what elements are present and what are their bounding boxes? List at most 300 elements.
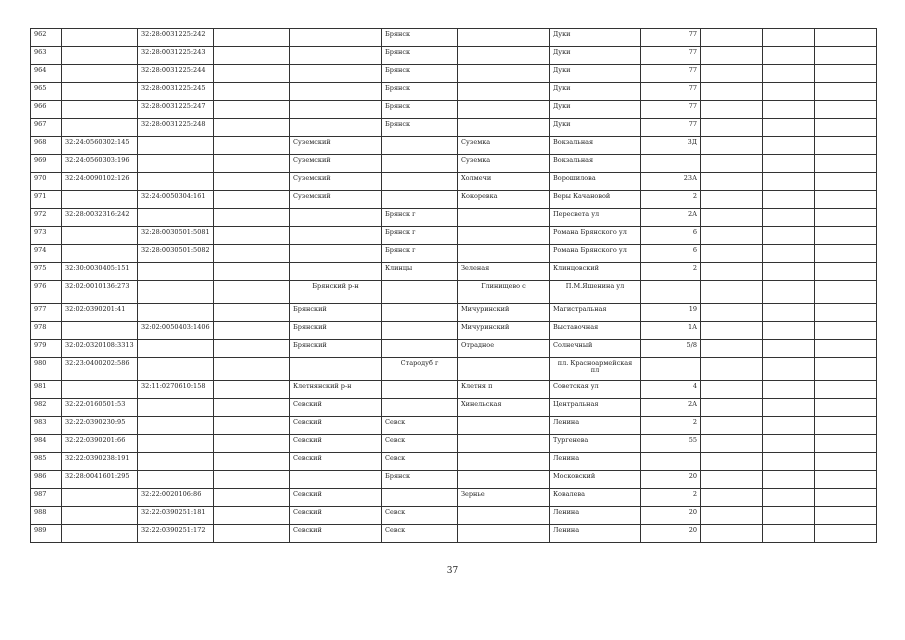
cell-street: Романа Брянского ул — [550, 227, 641, 245]
cell-empty — [815, 340, 877, 358]
cell-empty — [763, 471, 815, 489]
cell-empty — [763, 209, 815, 227]
cell-street: Веры Качановой — [550, 191, 641, 209]
cell-city — [382, 191, 458, 209]
cell-street: Ленина — [550, 417, 641, 435]
cell-empty — [701, 245, 763, 263]
table-row — [31, 507, 877, 525]
cell-row-number: 989 — [31, 525, 62, 543]
cell-empty — [815, 227, 877, 245]
cell-district: Севский — [290, 507, 382, 525]
cell-row-number: 977 — [31, 304, 62, 322]
cell-house-number: 77 — [641, 101, 701, 119]
table-row — [31, 340, 877, 358]
cell-empty — [763, 281, 815, 304]
table-row — [31, 435, 877, 453]
cell-empty — [815, 137, 877, 155]
cell-street: Вокзальная — [550, 137, 641, 155]
cell-city — [382, 304, 458, 322]
cell-city: Севск — [382, 507, 458, 525]
cell-house-number: 2А — [641, 399, 701, 417]
cell-cadastral-number-alt: 32:28:0031225:248 — [138, 119, 214, 137]
cell-district — [290, 83, 382, 101]
cell-district — [290, 358, 382, 381]
table-row — [31, 322, 877, 340]
cell-blank — [214, 322, 290, 340]
cell-empty — [815, 417, 877, 435]
cell-settlement — [458, 417, 550, 435]
cell-blank — [214, 191, 290, 209]
cell-empty — [763, 65, 815, 83]
cell-street: Выставочная — [550, 322, 641, 340]
cell-district: Суземский — [290, 191, 382, 209]
cell-street: Романа Брянского ул — [550, 245, 641, 263]
cell-street: Магистральная — [550, 304, 641, 322]
cell-empty — [763, 304, 815, 322]
cell-city: Брянск — [382, 29, 458, 47]
cell-empty — [701, 417, 763, 435]
cell-cadastral-number-alt — [138, 173, 214, 191]
cell-empty — [763, 399, 815, 417]
cell-blank — [214, 281, 290, 304]
table-row — [31, 137, 877, 155]
cell-cadastral-number — [62, 489, 138, 507]
cell-house-number: 2А — [641, 209, 701, 227]
cell-blank — [214, 137, 290, 155]
cell-empty — [815, 83, 877, 101]
cell-city: Севск — [382, 417, 458, 435]
cell-empty — [701, 340, 763, 358]
cell-cadastral-number-alt: 32:28:0031225:243 — [138, 47, 214, 65]
cell-blank — [214, 304, 290, 322]
cell-city: Брянск г — [382, 209, 458, 227]
table-row — [31, 304, 877, 322]
cell-row-number: 974 — [31, 245, 62, 263]
table-row — [31, 281, 877, 304]
table-row — [31, 65, 877, 83]
cell-blank — [214, 435, 290, 453]
cell-street: Ворошилова — [550, 173, 641, 191]
cell-street: Дуки — [550, 83, 641, 101]
cell-cadastral-number-alt: 32:02:0050403:1406 — [138, 322, 214, 340]
table-row — [31, 453, 877, 471]
cell-blank — [214, 173, 290, 191]
cell-settlement — [458, 119, 550, 137]
cell-cadastral-number-alt — [138, 453, 214, 471]
cell-blank — [214, 47, 290, 65]
cell-city: Брянск г — [382, 245, 458, 263]
table-row — [31, 417, 877, 435]
cell-street: Ленина — [550, 453, 641, 471]
cell-street: Дуки — [550, 29, 641, 47]
cell-city: Севск — [382, 453, 458, 471]
cell-cadastral-number: 32:28:0041601:295 — [62, 471, 138, 489]
cell-empty — [815, 399, 877, 417]
cell-empty — [701, 173, 763, 191]
cell-empty — [763, 322, 815, 340]
cell-empty — [815, 358, 877, 381]
cell-house-number: 77 — [641, 47, 701, 65]
cell-city: Стародуб г — [382, 358, 458, 381]
cell-cadastral-number-alt — [138, 155, 214, 173]
cell-empty — [763, 119, 815, 137]
cell-settlement — [458, 453, 550, 471]
cell-district — [290, 209, 382, 227]
cell-settlement: Суземка — [458, 137, 550, 155]
cell-city — [382, 155, 458, 173]
cell-row-number: 980 — [31, 358, 62, 381]
cell-cadastral-number — [62, 119, 138, 137]
table-row — [31, 155, 877, 173]
cell-district — [290, 47, 382, 65]
cell-settlement — [458, 507, 550, 525]
table-row — [31, 83, 877, 101]
cell-blank — [214, 471, 290, 489]
cell-district — [290, 65, 382, 83]
page-number: 37 — [446, 566, 459, 576]
cell-empty — [763, 525, 815, 543]
cell-blank — [214, 399, 290, 417]
cell-cadastral-number-alt — [138, 471, 214, 489]
cell-house-number: 6 — [641, 227, 701, 245]
cell-district — [290, 119, 382, 137]
cell-cadastral-number: 32:02:0320108:3313 — [62, 340, 138, 358]
cell-city: Брянск — [382, 47, 458, 65]
cell-empty — [701, 281, 763, 304]
table-row — [31, 263, 877, 281]
cell-row-number: 981 — [31, 381, 62, 399]
cell-empty — [701, 304, 763, 322]
cell-street: Дуки — [550, 119, 641, 137]
cell-street: Дуки — [550, 47, 641, 65]
cell-empty — [815, 525, 877, 543]
cell-empty — [815, 119, 877, 137]
cell-street: Ленина — [550, 525, 641, 543]
table-row — [31, 119, 877, 137]
table-row — [31, 245, 877, 263]
cell-cadastral-number: 32:23:0400202:586 — [62, 358, 138, 381]
table-row — [31, 191, 877, 209]
cell-settlement: Отрадное — [458, 340, 550, 358]
cell-cadastral-number: 32:24:0560303:196 — [62, 155, 138, 173]
cell-empty — [701, 65, 763, 83]
cell-cadastral-number-alt: 32:28:0030501:5081 — [138, 227, 214, 245]
cell-cadastral-number — [62, 47, 138, 65]
cell-empty — [701, 381, 763, 399]
cell-settlement: Кокоревка — [458, 191, 550, 209]
cell-cadastral-number: 32:02:0010136:273 — [62, 281, 138, 304]
cell-row-number: 967 — [31, 119, 62, 137]
cell-settlement: Мичуринский — [458, 322, 550, 340]
cell-blank — [214, 263, 290, 281]
cell-empty — [815, 304, 877, 322]
cell-house-number: 77 — [641, 65, 701, 83]
cell-street: Вокзальная — [550, 155, 641, 173]
cell-empty — [763, 417, 815, 435]
cell-settlement: Мичуринский — [458, 304, 550, 322]
cell-settlement — [458, 209, 550, 227]
table-row — [31, 471, 877, 489]
cell-blank — [214, 525, 290, 543]
cell-cadastral-number — [62, 507, 138, 525]
cell-cadastral-number-alt: 32:28:0031225:244 — [138, 65, 214, 83]
cell-empty — [815, 281, 877, 304]
cell-house-number: 3Д — [641, 137, 701, 155]
cell-cadastral-number — [62, 322, 138, 340]
cell-empty — [763, 453, 815, 471]
cell-empty — [763, 358, 815, 381]
cell-cadastral-number — [62, 101, 138, 119]
cell-empty — [763, 155, 815, 173]
table-row — [31, 47, 877, 65]
cell-street: Московский — [550, 471, 641, 489]
cell-blank — [214, 507, 290, 525]
cell-row-number: 965 — [31, 83, 62, 101]
cell-street: Дуки — [550, 101, 641, 119]
cell-blank — [214, 381, 290, 399]
cell-empty — [701, 399, 763, 417]
cell-cadastral-number-alt: 32:28:0031225:245 — [138, 83, 214, 101]
cell-cadastral-number: 32:30:0030405:151 — [62, 263, 138, 281]
cell-blank — [214, 358, 290, 381]
cell-cadastral-number — [62, 227, 138, 245]
cell-city: Брянск — [382, 101, 458, 119]
cell-row-number: 976 — [31, 281, 62, 304]
cell-house-number: 55 — [641, 435, 701, 453]
cell-empty — [763, 29, 815, 47]
cell-cadastral-number-alt: 32:28:0031225:242 — [138, 29, 214, 47]
table-row — [31, 381, 877, 399]
cell-district: Севский — [290, 399, 382, 417]
cell-settlement — [458, 358, 550, 381]
cell-empty — [763, 137, 815, 155]
table-body — [31, 29, 877, 543]
cell-cadastral-number: 32:22:0160501:53 — [62, 399, 138, 417]
cell-settlement: Клетня п — [458, 381, 550, 399]
cell-empty — [701, 101, 763, 119]
cell-empty — [763, 340, 815, 358]
cell-blank — [214, 453, 290, 471]
cell-empty — [815, 453, 877, 471]
cell-empty — [701, 435, 763, 453]
cell-house-number — [641, 358, 701, 381]
cell-empty — [701, 155, 763, 173]
cell-empty — [701, 191, 763, 209]
cell-city: Клинцы — [382, 263, 458, 281]
cell-cadastral-number — [62, 29, 138, 47]
cell-house-number: 20 — [641, 471, 701, 489]
cell-cadastral-number: 32:28:0032316:242 — [62, 209, 138, 227]
table-row — [31, 209, 877, 227]
cell-empty — [701, 507, 763, 525]
cell-house-number: 20 — [641, 525, 701, 543]
cell-house-number: 19 — [641, 304, 701, 322]
cell-city: Брянск — [382, 471, 458, 489]
cell-row-number: 968 — [31, 137, 62, 155]
cell-row-number: 969 — [31, 155, 62, 173]
cell-district: Севский — [290, 417, 382, 435]
table-row — [31, 227, 877, 245]
cell-empty — [815, 29, 877, 47]
cell-cadastral-number-alt: 32:22:0390251:181 — [138, 507, 214, 525]
cell-settlement — [458, 29, 550, 47]
cell-cadastral-number: 32:24:0090102:126 — [62, 173, 138, 191]
cell-cadastral-number — [62, 83, 138, 101]
cell-empty — [701, 137, 763, 155]
cell-settlement: Холмечи — [458, 173, 550, 191]
table-row — [31, 489, 877, 507]
cell-empty — [763, 227, 815, 245]
cell-street: Дуки — [550, 65, 641, 83]
cell-house-number — [641, 453, 701, 471]
table-row — [31, 173, 877, 191]
cell-cadastral-number — [62, 191, 138, 209]
cell-cadastral-number: 32:24:0560302:145 — [62, 137, 138, 155]
cell-cadastral-number-alt: 32:28:0030501:5082 — [138, 245, 214, 263]
cell-house-number: 77 — [641, 29, 701, 47]
cell-house-number: 2 — [641, 191, 701, 209]
cell-city — [382, 173, 458, 191]
cell-street: Клинцовский — [550, 263, 641, 281]
cell-house-number: 2 — [641, 489, 701, 507]
cell-cadastral-number-alt — [138, 435, 214, 453]
cell-empty — [763, 101, 815, 119]
cell-row-number: 970 — [31, 173, 62, 191]
cell-row-number: 984 — [31, 435, 62, 453]
cell-empty — [701, 227, 763, 245]
cell-settlement — [458, 47, 550, 65]
cell-blank — [214, 489, 290, 507]
cell-empty — [815, 47, 877, 65]
cell-row-number: 964 — [31, 65, 62, 83]
cell-cadastral-number: 32:02:0390201:41 — [62, 304, 138, 322]
cell-house-number: 4 — [641, 381, 701, 399]
cell-house-number — [641, 155, 701, 173]
cell-blank — [214, 340, 290, 358]
cell-row-number: 971 — [31, 191, 62, 209]
cell-empty — [815, 263, 877, 281]
cell-cadastral-number-alt — [138, 417, 214, 435]
cell-row-number: 963 — [31, 47, 62, 65]
cell-empty — [763, 191, 815, 209]
cell-empty — [701, 358, 763, 381]
cell-blank — [214, 101, 290, 119]
cell-settlement — [458, 65, 550, 83]
cell-house-number: 77 — [641, 119, 701, 137]
cell-house-number: 23А — [641, 173, 701, 191]
cell-cadastral-number-alt: 32:22:0020106:86 — [138, 489, 214, 507]
cell-empty — [815, 173, 877, 191]
cell-cadastral-number: 32:22:0390201:66 — [62, 435, 138, 453]
cell-cadastral-number — [62, 245, 138, 263]
cell-empty — [763, 381, 815, 399]
cell-row-number: 962 — [31, 29, 62, 47]
cell-row-number: 987 — [31, 489, 62, 507]
cell-cadastral-number-alt — [138, 304, 214, 322]
cell-row-number: 988 — [31, 507, 62, 525]
cell-city: Брянск г — [382, 227, 458, 245]
cell-row-number: 966 — [31, 101, 62, 119]
cell-empty — [815, 489, 877, 507]
cell-empty — [763, 263, 815, 281]
cell-city: Севск — [382, 525, 458, 543]
cell-row-number: 972 — [31, 209, 62, 227]
cell-district: Севский — [290, 435, 382, 453]
cell-empty — [763, 489, 815, 507]
cell-district: Суземский — [290, 155, 382, 173]
cell-empty — [815, 507, 877, 525]
cell-empty — [701, 453, 763, 471]
cell-empty — [701, 29, 763, 47]
cell-cadastral-number-alt — [138, 358, 214, 381]
cell-city: Севск — [382, 435, 458, 453]
cell-row-number: 975 — [31, 263, 62, 281]
cell-cadastral-number — [62, 65, 138, 83]
cell-district — [290, 263, 382, 281]
cell-district: Суземский — [290, 137, 382, 155]
cell-cadastral-number-alt: 32:11:0270610:158 — [138, 381, 214, 399]
cell-district: Брянский — [290, 322, 382, 340]
cell-house-number: 1А — [641, 322, 701, 340]
cell-empty — [815, 65, 877, 83]
cell-district: Суземский — [290, 173, 382, 191]
cell-settlement — [458, 227, 550, 245]
cell-empty — [763, 507, 815, 525]
cell-city — [382, 322, 458, 340]
cell-district: Брянский — [290, 304, 382, 322]
cell-cadastral-number-alt: 32:24:0050304:161 — [138, 191, 214, 209]
cell-district — [290, 227, 382, 245]
cell-row-number: 973 — [31, 227, 62, 245]
cell-empty — [701, 263, 763, 281]
cell-district: Севский — [290, 525, 382, 543]
cell-cadastral-number-alt: 32:22:0390251:172 — [138, 525, 214, 543]
cell-street: П.М.Яшенина ул — [550, 281, 641, 304]
cell-empty — [701, 209, 763, 227]
cell-blank — [214, 417, 290, 435]
cell-empty — [763, 173, 815, 191]
cell-cadastral-number-alt — [138, 263, 214, 281]
cell-cadastral-number: 32:22:0390230:95 — [62, 417, 138, 435]
cell-empty — [701, 489, 763, 507]
cell-blank — [214, 83, 290, 101]
cell-row-number: 978 — [31, 322, 62, 340]
cell-city: Брянск — [382, 65, 458, 83]
cell-city — [382, 399, 458, 417]
cell-row-number: 979 — [31, 340, 62, 358]
cell-settlement: Зеленая — [458, 263, 550, 281]
cell-city — [382, 381, 458, 399]
cell-street: Ковалева — [550, 489, 641, 507]
cell-row-number: 986 — [31, 471, 62, 489]
cell-settlement: Зернье — [458, 489, 550, 507]
cell-settlement — [458, 471, 550, 489]
cell-house-number: 2 — [641, 417, 701, 435]
cell-district: Севский — [290, 453, 382, 471]
cell-empty — [815, 322, 877, 340]
cell-settlement: Хинельская — [458, 399, 550, 417]
cell-street: Солнечный — [550, 340, 641, 358]
cell-settlement: Глинищево с — [458, 281, 550, 304]
cell-district: Севский — [290, 489, 382, 507]
cell-row-number: 982 — [31, 399, 62, 417]
cell-empty — [763, 47, 815, 65]
table-row — [31, 358, 877, 381]
cell-cadastral-number-alt — [138, 137, 214, 155]
cell-district: Брянский — [290, 340, 382, 358]
cell-street: Советская ул — [550, 381, 641, 399]
cell-cadastral-number-alt — [138, 209, 214, 227]
